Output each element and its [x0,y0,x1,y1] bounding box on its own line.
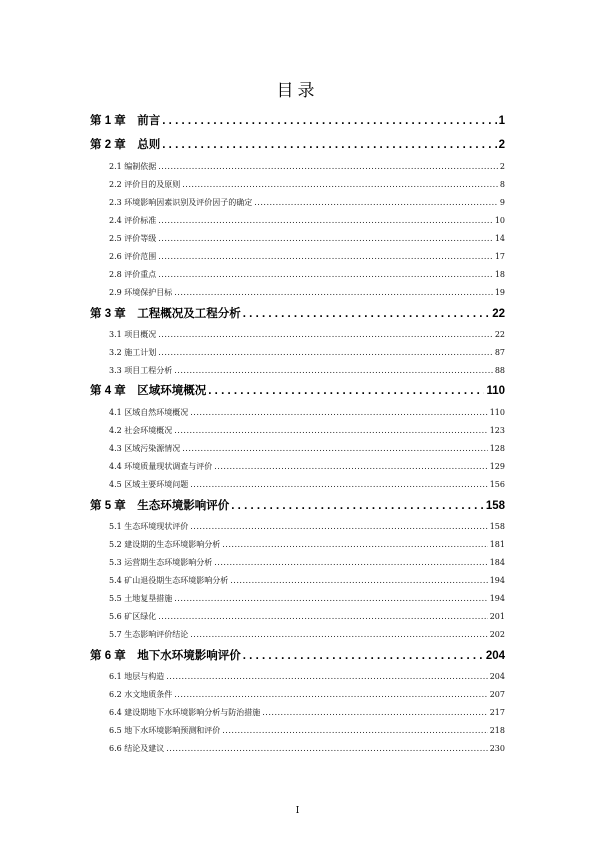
toc-entry-label: 第 1 章 前言 [90,115,161,127]
toc-entry-page: 128 [489,444,505,453]
toc-entry-page: 9 [499,198,505,207]
toc-section-5-3[interactable] [109,557,505,568]
dot-leader [214,462,487,471]
toc-entry-page: 19 [494,288,505,297]
toc-section-5-4[interactable] [109,575,505,586]
dot-leader [182,444,487,453]
toc-entry-page: 181 [489,540,505,549]
toc-entry-page: 2 [499,162,505,171]
toc-section-2-6[interactable] [109,251,505,262]
toc-entry-page: 87 [494,348,505,357]
toc-entry-label: 5.7 生态影响评价结论 [109,630,189,639]
toc-section-3-3[interactable] [109,365,505,376]
toc-entry-label: 第 6 章 地下水环境影响评价 [90,650,241,662]
toc-entry-page: 204 [489,672,505,681]
toc-entry-label: 5.6 矿区绿化 [109,612,157,621]
toc-chapter-2[interactable] [90,136,505,152]
toc-entry-page: 110 [486,385,505,397]
toc-entry-page: 123 [489,426,505,435]
dot-leader [230,576,487,585]
toc-section-4-1[interactable] [109,407,505,418]
toc-section-4-5[interactable] [109,479,505,490]
toc-section-6-2[interactable] [109,689,505,700]
dot-leader [174,690,487,699]
toc-entry-page: 158 [485,500,505,512]
dot-leader [158,612,487,621]
dot-leader [174,594,487,603]
toc-entry-page: 194 [489,594,505,603]
dot-leader [158,348,493,357]
toc-section-2-4[interactable] [109,215,505,226]
dot-leader [190,522,487,531]
toc-entry-label: 2.8 评价重点 [109,270,157,279]
toc-section-2-8[interactable] [109,269,505,280]
dot-leader [162,139,496,151]
toc-entry-page: 8 [499,180,505,189]
toc-entry-page: 156 [489,480,505,489]
dot-leader [262,708,487,717]
toc-entry-page: 204 [485,650,505,662]
dot-leader [174,366,493,375]
dot-leader [243,650,484,662]
toc-section-6-5[interactable] [109,725,505,736]
toc-section-5-5[interactable] [109,593,505,604]
toc-section-5-1[interactable] [109,521,505,532]
toc-entry-label: 3.1 项目概况 [109,330,157,339]
toc-entry-label: 5.1 生态环境现状评价 [109,522,189,531]
toc-entry-page: 22 [494,330,505,339]
toc-section-4-2[interactable] [109,425,505,436]
toc-entry-page: 10 [494,216,505,225]
toc-section-6-4[interactable] [109,707,505,718]
dot-leader [214,558,487,567]
toc-entry-label: 4.1 区域自然环境概况 [109,408,189,417]
toc-section-2-2[interactable] [109,179,505,190]
dot-leader [162,115,496,127]
dot-leader [166,672,487,681]
toc-entry-page: 14 [494,234,505,243]
toc-section-2-3[interactable] [109,197,505,208]
dot-leader [190,630,487,639]
toc-chapter-3[interactable] [90,305,505,321]
toc-chapter-4[interactable] [90,382,505,398]
toc-chapter-6[interactable] [90,647,505,663]
toc-entry-label: 5.4 矿山退役期生态环境影响分析 [109,576,229,585]
toc-entry-page: 2 [498,139,505,151]
dot-leader [190,480,487,489]
toc-entry-page: 218 [489,726,505,735]
toc-entry-page: 17 [494,252,505,261]
dot-leader [254,198,498,207]
dot-leader [190,408,487,417]
toc-entry-label: 第 4 章 区域环境概况 [90,385,207,397]
dot-leader [222,540,487,549]
toc-entry-page: 184 [489,558,505,567]
toc-section-5-6[interactable] [109,611,505,622]
toc-entry-page: 201 [489,612,505,621]
toc-entry-label: 2.2 评价目的及原则 [109,180,181,189]
toc-entry-page: 158 [489,522,505,531]
dot-leader [158,216,493,225]
toc-section-6-1[interactable] [109,671,505,682]
dot-leader [158,252,493,261]
toc-title: 目录 [276,81,319,101]
toc-entry-page: 194 [489,576,505,585]
toc-entry-page: 202 [489,630,505,639]
toc-section-4-4[interactable] [109,461,505,472]
toc-entry-label: 第 5 章 生态环境影响评价 [90,500,230,512]
toc-entry-label: 6.5 地下水环境影响预测和评价 [109,726,221,735]
toc-entry-page: 22 [492,308,505,320]
toc-section-2-9[interactable] [109,287,505,298]
toc-entry-label: 5.2 建设期的生态环境影响分析 [109,540,221,549]
toc-entry-label: 4.4 环境质量现状调查与评价 [109,462,213,471]
toc-entry-label: 2.6 评价范围 [109,252,157,261]
dot-leader [158,162,498,171]
toc-section-5-7[interactable] [109,629,505,640]
dot-leader [243,308,490,320]
dot-leader [174,288,493,297]
dot-leader [231,500,484,512]
toc-entry-label: 2.9 环境保护目标 [109,288,173,297]
toc-entry-label: 6.6 结论及建议 [109,744,165,753]
toc-section-2-1[interactable] [109,161,505,172]
toc-section-5-2[interactable] [109,539,505,550]
toc-entry-page: 18 [494,270,505,279]
toc-entry-label: 6.4 建设期地下水环境影响分析与防治措施 [109,708,261,717]
toc-entry-label: 4.5 区域主要环境问题 [109,480,189,489]
toc-entry-page: 217 [489,708,505,717]
toc-section-6-6[interactable] [109,743,505,754]
toc-entry-label: 2.1 编制依据 [109,162,157,171]
toc-entry-label: 6.2 水文地质条件 [109,690,173,699]
toc-entry-label: 4.3 区域污染源情况 [109,444,181,453]
toc-entry-page: 110 [489,408,505,417]
toc-chapter-5[interactable] [90,497,505,513]
toc-section-2-5[interactable] [109,233,505,244]
toc-entry-label: 5.3 运营期生态环境影响分析 [109,558,213,567]
toc-entry-label: 第 2 章 总则 [90,139,161,151]
toc-section-3-2[interactable] [109,347,505,358]
toc-entry-label: 第 3 章 工程概况及工程分析 [90,308,241,320]
toc-entry-label: 2.3 环境影响因素识别及评价因子的确定 [109,198,253,207]
toc-entry-page: 88 [494,366,505,375]
dot-leader [158,270,493,279]
toc-entry-label: 2.5 评价等级 [109,234,157,243]
toc-entry-page: 1 [498,115,505,127]
toc-section-4-3[interactable] [109,443,505,454]
dot-leader [182,180,498,189]
toc-entry-label: 2.4 评价标准 [109,216,157,225]
dot-leader [174,426,487,435]
toc-entry-label: 5.5 土地复垦措施 [109,594,173,603]
toc-entry-label: 4.2 社会环境概况 [109,426,173,435]
toc-entry-label: 3.2 施工计划 [109,348,157,357]
dot-leader [222,726,487,735]
dot-leader [158,234,493,243]
toc-section-3-1[interactable] [109,329,505,340]
toc-entry-label: 3.3 项目工程分析 [109,366,173,375]
toc-entry-label: 6.1 地层与构造 [109,672,165,681]
dot-leader [158,330,493,339]
toc-entry-page: 207 [489,690,505,699]
toc-entry-page: 230 [489,744,505,753]
toc-entry-page: 129 [489,462,505,471]
dot-leader [208,385,484,397]
dot-leader [166,744,487,753]
toc-chapter-1[interactable] [90,112,505,128]
page-number: I [295,806,300,816]
